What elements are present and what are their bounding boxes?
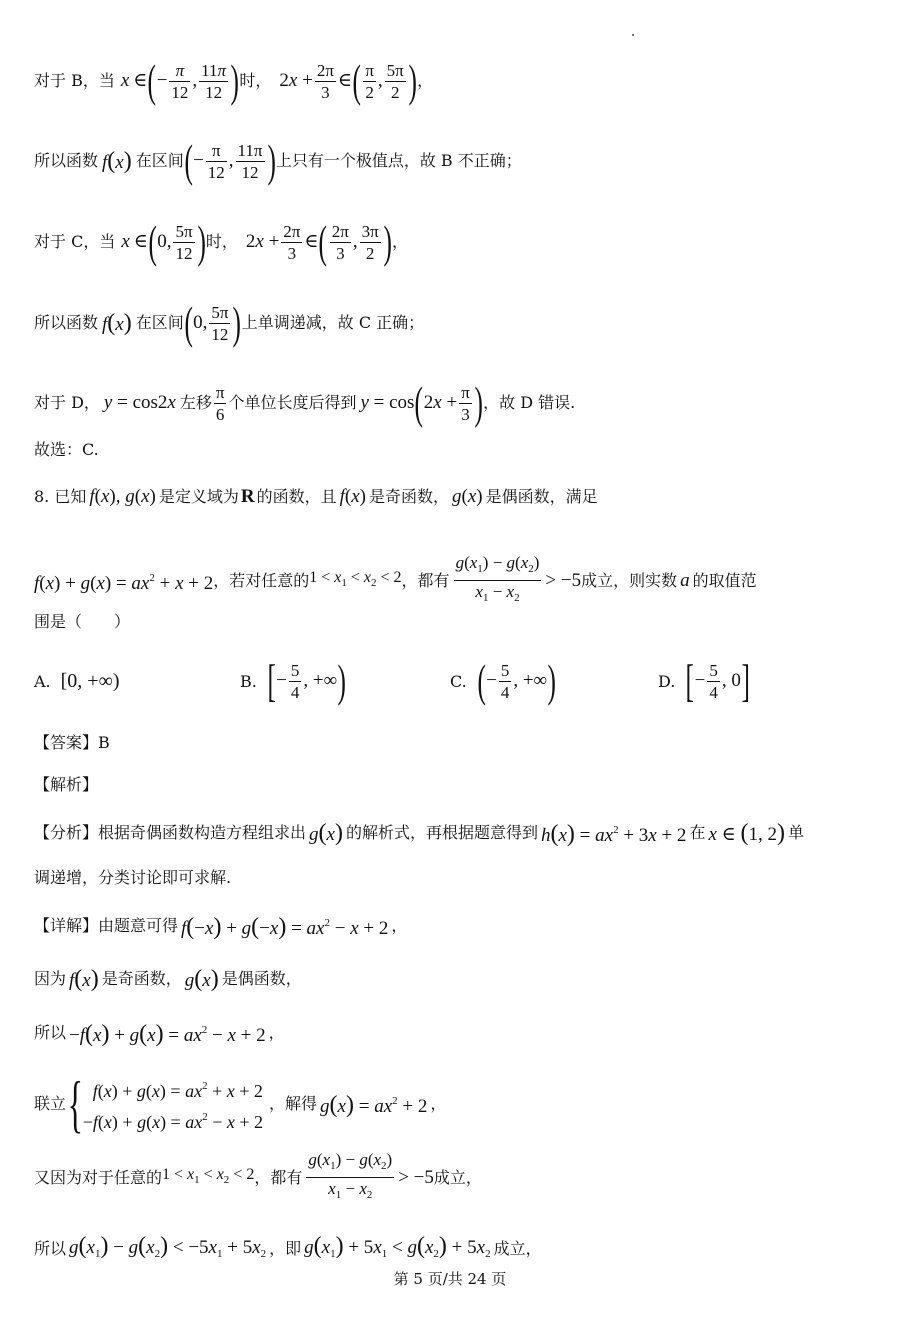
paren: ) (547, 655, 556, 706)
paren: ) (196, 216, 206, 267)
text: 单 (787, 823, 804, 842)
text: 左移 (179, 393, 212, 412)
paren: ) (408, 55, 417, 106)
paren: ( (318, 216, 328, 267)
equation-system: $f(x) + g(x) = ax^2 + x + 2$ $-f(x) + g(x) = ax^2 - x + 2$ (82, 1080, 264, 1132)
math: , (228, 150, 234, 171)
paren: ( (184, 297, 193, 348)
fraction: $\frac{\pi}{3}$ (461, 382, 470, 424)
text: ，都有 (254, 1167, 303, 1187)
text: 是偶函数，满足 (485, 487, 598, 506)
fraction: $\frac{\pi}{12}$ (171, 60, 189, 102)
text: 所以 (34, 1023, 67, 1042)
jiexi-line (34, 775, 98, 795)
math: > −5 (545, 569, 582, 591)
fenxi-line-2 (34, 868, 231, 888)
text: ， (417, 71, 434, 90)
math: − (694, 670, 706, 691)
math: f(x) (69, 966, 99, 992)
suoyi-line-1 (34, 1020, 285, 1046)
math: ∈ (304, 231, 319, 252)
scan-dot (632, 34, 634, 36)
choice-c (450, 655, 556, 706)
fraction: $\frac{\pi}{2}$ (365, 60, 374, 102)
page-footer: 第 5 页/共 24 页 (393, 1270, 507, 1288)
paren: [ (685, 655, 695, 706)
math: $g(x_1) + 5x_1 < g(x_2) + 5x_2$ (304, 1233, 491, 1260)
text: 故选：C. (34, 440, 99, 459)
math: $-f(x) + g(x) = ax^2 - x + 2$ (69, 1021, 266, 1047)
math: f(x) (102, 310, 132, 336)
fraction: $\frac{\pi}{12}$ (207, 140, 225, 182)
math: , +∞ (303, 670, 338, 691)
text: ， (391, 916, 408, 935)
text: 是奇函数， (368, 487, 449, 506)
choice-a (34, 670, 120, 693)
text: 又因为对于任意的 (34, 1167, 163, 1187)
math: $1 < x_1 < x_2 < 2$ (162, 1166, 255, 1186)
text: ，解得 (269, 1094, 318, 1113)
text: 的函数，且 (256, 487, 337, 506)
fraction: $\frac{5}{4}$ (500, 660, 510, 702)
text: 联立 (34, 1094, 67, 1113)
paren: ) (230, 55, 239, 106)
math: y = cos2x (103, 392, 176, 413)
text: 在 (689, 823, 706, 842)
choice-b (240, 655, 347, 706)
paren: ( (184, 135, 193, 186)
text: 的解析式，再根据题意得到 (345, 823, 538, 842)
lianli-line (34, 1068, 447, 1139)
paren: ( (352, 55, 361, 106)
math: $f(-x) + g(-x) = ax^2 - x + 2$ (181, 914, 389, 940)
text: 围是（ ） (34, 612, 131, 631)
math: $1 < x_1 < x_2 < 2$ (309, 569, 402, 589)
paren: ( (477, 655, 486, 706)
question-8-line-3 (34, 612, 130, 632)
math: g(x) (451, 486, 483, 507)
fraction: $\frac{2\pi}{3}$ (331, 221, 349, 263)
math: , (352, 231, 358, 252)
math: , (192, 70, 198, 91)
text: 成立， (433, 1167, 482, 1187)
line-option-c-condition (34, 216, 409, 267)
jiexi-heading: 【解析】 (34, 775, 99, 794)
text: 对于 B，当 (34, 71, 115, 90)
text: 在区间 (135, 313, 184, 332)
math: $g(x) = ax^2 + 2$ (320, 1092, 428, 1118)
math: x (120, 70, 130, 91)
fraction: $\frac{5}{4}$ (709, 660, 718, 702)
math: f(x) (102, 148, 132, 174)
line-option-b-conclusion (34, 135, 522, 186)
math: x ∈ (1, 2) (708, 820, 785, 846)
line-option-c-conclusion (34, 297, 425, 348)
yinwei-line (34, 967, 302, 991)
text: 所以函数 (34, 313, 99, 332)
math: R (240, 486, 255, 507)
fraction: $\frac{5\pi}{12}$ (175, 221, 193, 263)
text: 上只有一个极值点，故 B 不正确； (275, 151, 522, 170)
choice-label: A. (34, 672, 51, 691)
paren: ( (148, 216, 157, 267)
brace: { (67, 1068, 84, 1139)
answer-line (34, 733, 110, 753)
text: 个单位长度后得到 (228, 393, 357, 412)
xiangjie-line (34, 913, 407, 939)
fenxi-line-1 (34, 820, 804, 846)
paren: ) (337, 655, 347, 706)
fraction: $\frac{2\pi}{3}$ (283, 221, 301, 263)
math: , 0 (721, 670, 741, 691)
math: $g(x_1) - g(x_2) < -5x_1 + 5x_2$ (69, 1233, 267, 1260)
math: 2x + (245, 231, 280, 252)
text: 【分析】根据奇偶函数构造方程组求出 (34, 823, 307, 842)
fraction: $\frac{\pi}{6}$ (215, 382, 225, 424)
paren: ( (414, 377, 424, 428)
text: ，都有 (401, 570, 450, 590)
math: $h(x) = ax^2 + 3x + 2$ (540, 821, 687, 847)
math: 0, (157, 231, 172, 252)
paren: [ (267, 655, 276, 706)
math: − (276, 670, 287, 691)
line-select-c (34, 440, 99, 460)
text: 是偶函数， (221, 969, 302, 988)
text: 在区间 (135, 151, 184, 170)
fraction: $\frac{g(x_1) - g(x_2)}{x_1 - x_2}$ (455, 553, 540, 604)
math: ∈ (133, 70, 148, 91)
text: 的取值范 (692, 570, 757, 590)
math: f(x), g(x) (89, 486, 156, 507)
text: 成立， (493, 1239, 542, 1258)
text: 成立，则实数 (581, 570, 678, 590)
text: 所以函数 (34, 151, 99, 170)
math: , (377, 70, 383, 91)
paren: ) (232, 297, 242, 348)
text: 对于 C，当 (34, 232, 116, 251)
text: 8. 已知 (34, 487, 87, 506)
fraction: $\frac{g(x_1) - g(x_2)}{x_1 - x_2}$ (308, 1150, 393, 1201)
math: 2x + (423, 392, 458, 413)
math: g(x) (184, 966, 219, 992)
fraction: $\frac{5\pi}{12}$ (211, 302, 229, 344)
text: 【详解】由题意可得 (34, 916, 179, 935)
choice-label: C. (450, 671, 467, 691)
math: $f(x) + g(x) = ax^2 + x + 2$ (34, 571, 214, 594)
paren: ( (147, 55, 157, 106)
paren: ) (474, 377, 483, 428)
math: f(x) (339, 486, 366, 507)
answer: 【答案】B (34, 733, 110, 752)
math: y = cos (360, 392, 415, 413)
math: [0, +∞) (60, 670, 120, 692)
text: ， (430, 1094, 447, 1113)
math: a (680, 569, 690, 591)
line-option-d (34, 377, 576, 428)
math: ∈ (133, 231, 148, 252)
choice-d (658, 655, 750, 706)
line-option-b-condition (34, 55, 434, 106)
paren: ) (266, 135, 276, 186)
text: 时， (205, 232, 238, 251)
math: x (121, 231, 130, 252)
choice-label: B. (240, 671, 257, 691)
text: ， (392, 232, 409, 251)
question-8-line-2 (34, 553, 757, 608)
choice-label: D. (658, 671, 676, 691)
math: − (156, 70, 168, 91)
text: 所以 (34, 1239, 67, 1258)
math: − (486, 670, 497, 691)
fraction: $\frac{5\pi}{2}$ (386, 60, 404, 102)
text: ， (268, 1023, 285, 1042)
text: 上单调递减，故 C 正确； (241, 313, 425, 332)
math: > −5 (398, 1166, 434, 1188)
last-line (34, 1234, 542, 1264)
question-8-line-1 (34, 487, 598, 507)
text: 时， (239, 71, 272, 90)
text: ，故 D 错误. (483, 393, 576, 412)
fraction: $\frac{11\pi}{12}$ (201, 60, 227, 102)
math: ∈ (337, 70, 352, 91)
text: 是定义域为 (158, 487, 239, 506)
math: − (193, 150, 204, 171)
youyin-line (34, 1150, 482, 1205)
fraction: $\frac{3\pi}{2}$ (361, 221, 379, 263)
fraction: $\frac{2\pi}{3}$ (316, 60, 334, 102)
fraction: $\frac{5}{4}$ (290, 660, 300, 702)
paren: ) (383, 216, 392, 267)
math: g(x) (309, 820, 343, 846)
text: 对于 D， (34, 393, 100, 412)
text: 调递增，分类讨论即可求解. (34, 868, 232, 887)
text: ，即 (269, 1239, 302, 1258)
math: 0, (193, 312, 208, 333)
text: ，若对任意的 (213, 570, 310, 590)
fraction: $\frac{11\pi}{12}$ (237, 140, 263, 182)
paren: ] (741, 655, 750, 706)
math: 2x + (279, 70, 313, 91)
text: 是奇函数， (101, 969, 182, 988)
text: 因为 (34, 969, 67, 988)
math: , +∞ (513, 670, 548, 691)
